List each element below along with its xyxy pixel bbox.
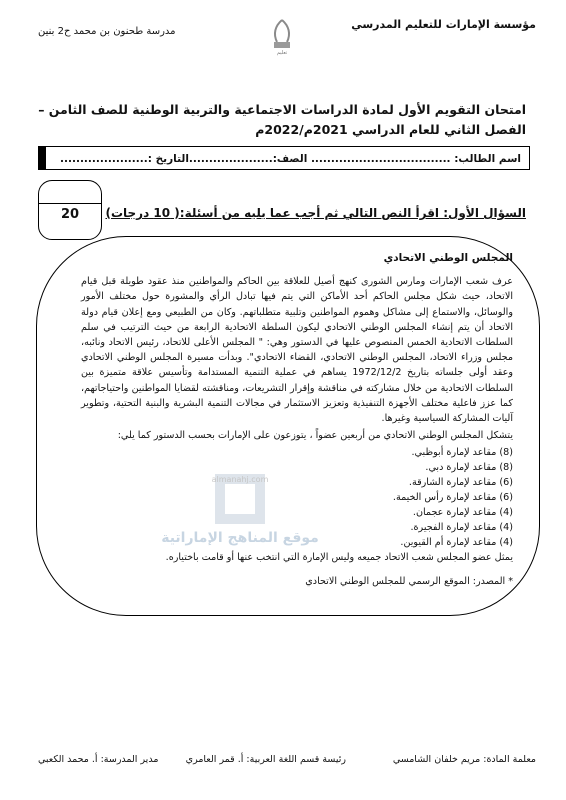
logo-caption: تعليم bbox=[276, 50, 288, 56]
watermark-logo bbox=[161, 470, 319, 550]
question-title: السؤال الأول: اقرأ النص التالي ثم أجب عما يليه من أسئلة:( 10 درجات) bbox=[105, 206, 526, 220]
passage-frame bbox=[36, 236, 540, 616]
school-name: مدرسة طحنون بن محمد ح2 بنين bbox=[38, 26, 176, 37]
passage-title: المجلس الوطني الاتحادي bbox=[383, 252, 513, 264]
watermark-icon bbox=[161, 470, 319, 550]
teacher-signature: معلمة المادة: مريم خلفان الشامسي bbox=[392, 754, 536, 765]
passage-paragraph-3: يمثل عضو المجلس شعب الاتحاد جميعه وليس الإمارة التي انتخب عنها أو قامت باختياره. bbox=[165, 552, 513, 564]
seat-item: (6) مقاعد لإمارة رأس الخيمة. bbox=[392, 492, 513, 504]
seat-item: (6) مقاعد لإمارة الشارقة. bbox=[408, 477, 513, 489]
score-box bbox=[38, 180, 102, 240]
department-head-signature: رئيسة قسم اللغة العربية: أ. قمر العامري bbox=[185, 754, 346, 765]
principal-signature: مدير المدرسة: أ. محمد الكعبي bbox=[38, 754, 159, 765]
logo-emblem-icon bbox=[267, 18, 297, 50]
seat-item: (8) مقاعد لإمارة أبوظبي. bbox=[411, 447, 513, 459]
seat-item: (4) مقاعد لإمارة عجمان. bbox=[412, 507, 513, 519]
organization-name: مؤسسة الإمارات للتعليم المدرسي bbox=[351, 18, 536, 31]
seat-item: (4) مقاعد لإمارة الفجيرة. bbox=[410, 522, 513, 534]
passage-paragraph-1: عرف شعب الإمارات ومارس الشورى كنهج أصيل للعلاقة بين الحاكم والمواطنين منذ عقود طويلة قبل قيام الاتحاد، حيث شكل مجلس الحاكم أحد الأماكن التي يتم فيها تبادل الرأي والمشورة حول مختلف الأمور والوسائل، والاستماع إلى مشاكل وهموم المواطنين وتلبية متطلباتهم. وكان من الطبيعي ومع إعلان قيام دولة الاتحاد أن يتم إنشاء المجلس الوطني الاتحادي ليكون السلطة الاتحادية الرابعة من حيث الترتيب في سلم السلطات الاتحادية الخمس المنصوص عليها في الدستور وهي: " المجلس الأعلى للاتحاد، رئيس الاتحاد ونائبه، مجلس وزراء الاتحاد، المجلس الوطني الاتحادي، القضاء الاتحادي". وبدأت مسيرة المجلس الوطني الاتحادي وعقد أولى جلساته بتاريخ 1972/12/2 يساهم في عملية التنمية المستدامة وتأسيس علاقة متميزة بين السلطات الاتحادية من خلال مشاركته في مناقشة وإقرار التشريعات، ومناقشته لقضايا المواطنين واحتياجاتهم، كما عزز فاعلية مختلف الأجهزة التنفيذية وتعزيز الاستثمار في مجالات التنمية البشرية والبنية التحتية، وتطوير آليات المشاركة السياسية وغيرها. bbox=[81, 276, 513, 425]
score-divider bbox=[39, 203, 101, 204]
exam-title: امتحان التقويم الأول لمادة الدراسات الاجتماعية والتربية الوطنية للصف الثامن – الفصل الثاني للعام الدراسي 2021م/2022م bbox=[38, 102, 526, 137]
passage-source: * المصدر: الموقع الرسمي للمجلس الوطني الاتحادي bbox=[305, 575, 513, 587]
passage-paragraph-2: يتشكل المجلس الوطني الاتحادي من أربعين عضواً ، يتوزعون على الإمارات بحسب الدستور كما يلي: bbox=[117, 430, 513, 442]
seat-item: (4) مقاعد لإمارة أم القيوين. bbox=[400, 537, 513, 549]
seat-item: (8) مقاعد لإمارة دبي. bbox=[425, 462, 513, 474]
ministry-logo bbox=[262, 18, 302, 64]
student-info-line: اسم الطالب: ................................... الصف:.....................التاريخ :...................... bbox=[38, 146, 530, 170]
watermark-name: موقع المناهج الإماراتية bbox=[161, 530, 319, 546]
watermark-site: almanahj.com bbox=[211, 475, 269, 484]
score-value: 20 bbox=[60, 207, 80, 222]
